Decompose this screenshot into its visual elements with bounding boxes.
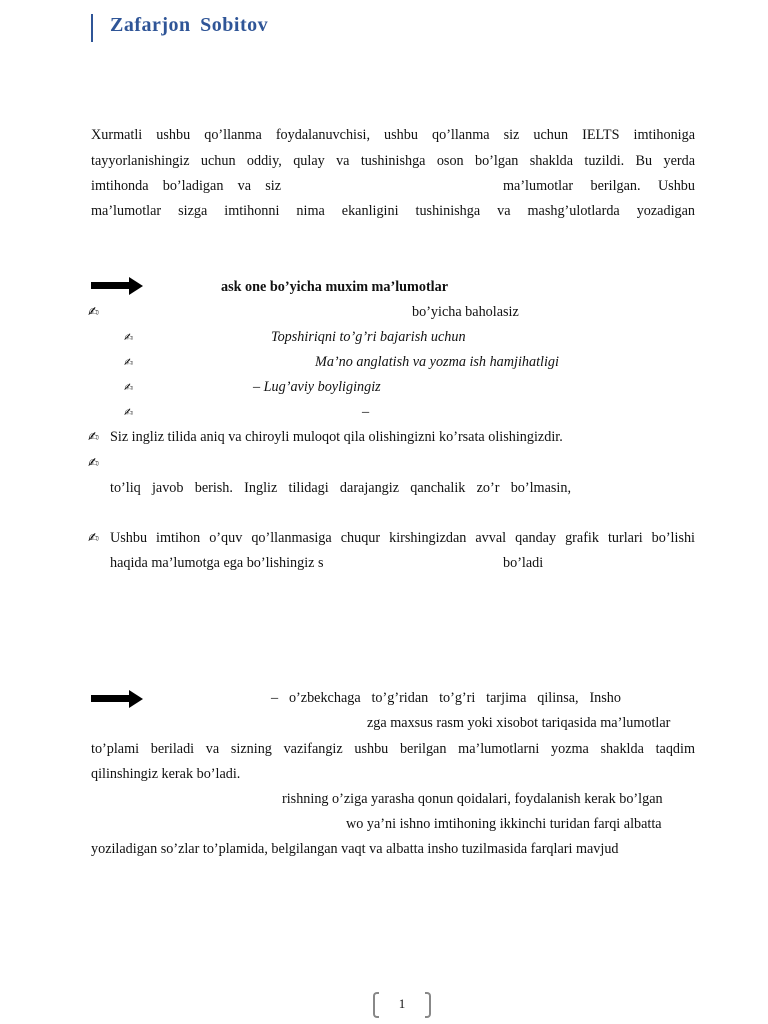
arrow-right-icon bbox=[91, 277, 143, 295]
intro-line-1: Xurmatli ushbu qo’llanma foydalanuvchisi, ushbu qo’llanma siz uchun IELTS imtihoniga bbox=[91, 127, 695, 143]
writing-hand-icon: ✍ bbox=[124, 406, 134, 419]
bullet-4-line-2b: bo’ladi bbox=[503, 555, 544, 571]
writing-hand-icon: ✍ bbox=[88, 531, 99, 546]
section1-heading: ask one bo’yicha muxim ma’lumotlar bbox=[221, 279, 448, 295]
writing-hand-icon: ✍ bbox=[88, 430, 99, 445]
writing-hand-icon: ✍ bbox=[124, 331, 134, 344]
writing-hand-icon: ✍ bbox=[88, 456, 99, 471]
arrow-right-icon bbox=[91, 690, 143, 708]
section2-line-2: zga maxsus rasm yoki xisobot tariqasida ma’lumotlar bbox=[367, 715, 671, 731]
bullet-3-line-2: to’liq javob berish. Ingliz tilidagi darajangiz qanchalik zo’r bo’lmasin, bbox=[110, 480, 571, 496]
section2-line-5: rishning o’ziga yarasha qonun qoidalari, foydalanish kerak bo’lgan bbox=[282, 791, 663, 807]
intro-line-4: ma’lumotlar sizga imtihonni nima ekanligini tushinishga va mashg’ulotlarda yozadigan bbox=[91, 203, 695, 219]
section2-line-1: – o’zbekchaga to’g’ridan to’g’ri tarjima qilinsa, Insho bbox=[271, 690, 621, 706]
sub-bullet-3-text: – Lug’aviy boyligingiz bbox=[253, 379, 381, 395]
right-bracket bbox=[425, 992, 431, 1018]
intro-line-3a: imtihonda bo’ladigan va siz bbox=[91, 178, 281, 194]
page-number-box bbox=[373, 992, 431, 1018]
bullet-1-text: bo’yicha baholasiz bbox=[412, 304, 519, 320]
intro-line-3b: ma’lumotlar berilgan. Ushbu bbox=[503, 178, 695, 194]
section2-line-3: to’plami beriladi va sizning vazifangiz ushbu berilgan ma’lumotlarni yozma shaklda taqdim bbox=[91, 741, 695, 757]
bullet-4-line-2a: haqida ma’lumotga ega bo’lishingiz s bbox=[110, 555, 324, 571]
bullet-2-text: Siz ingliz tilida aniq va chiroyli muloqot qila olishingizni ko’rsata olishingizdir. bbox=[110, 429, 563, 445]
bullet-4-line-1: Ushbu imtihon o’quv qo’llanmasiga chuqur kirshingizdan avval qanday grafik turlari bo’lishi bbox=[110, 530, 695, 546]
intro-line-2: tayyorlanishingiz uchun oddiy, qulay va tushinishga oson bo’lgan shaklda tuzildi. Bu yerda bbox=[91, 153, 695, 169]
sub-bullet-2-text: Ma’no anglatish va yozma ish hamjihatligi bbox=[315, 354, 559, 370]
page-number: 1 bbox=[398, 996, 406, 1011]
writing-hand-icon: ✍ bbox=[88, 305, 99, 320]
section2-line-7: yoziladigan so’zlar to’plamida, belgilangan vaqt va albatta insho tuzilmasida farqlari mavjud bbox=[91, 841, 619, 857]
header-accent-bar bbox=[91, 14, 93, 42]
section2-line-6: wo ya’ni ishno imtihoning ikkinchi turidan farqi albatta bbox=[346, 816, 662, 832]
sub-bullet-4-text: – bbox=[362, 404, 370, 420]
section2-line-4: qilinshingiz kerak bo’ladi. bbox=[91, 766, 241, 782]
writing-hand-icon: ✍ bbox=[124, 356, 134, 369]
author-name: Zafarjon Sobitov bbox=[110, 14, 269, 36]
sub-bullet-1-text: Topshiriqni to’g’ri bajarish uchun bbox=[271, 329, 466, 345]
writing-hand-icon: ✍ bbox=[124, 381, 134, 394]
